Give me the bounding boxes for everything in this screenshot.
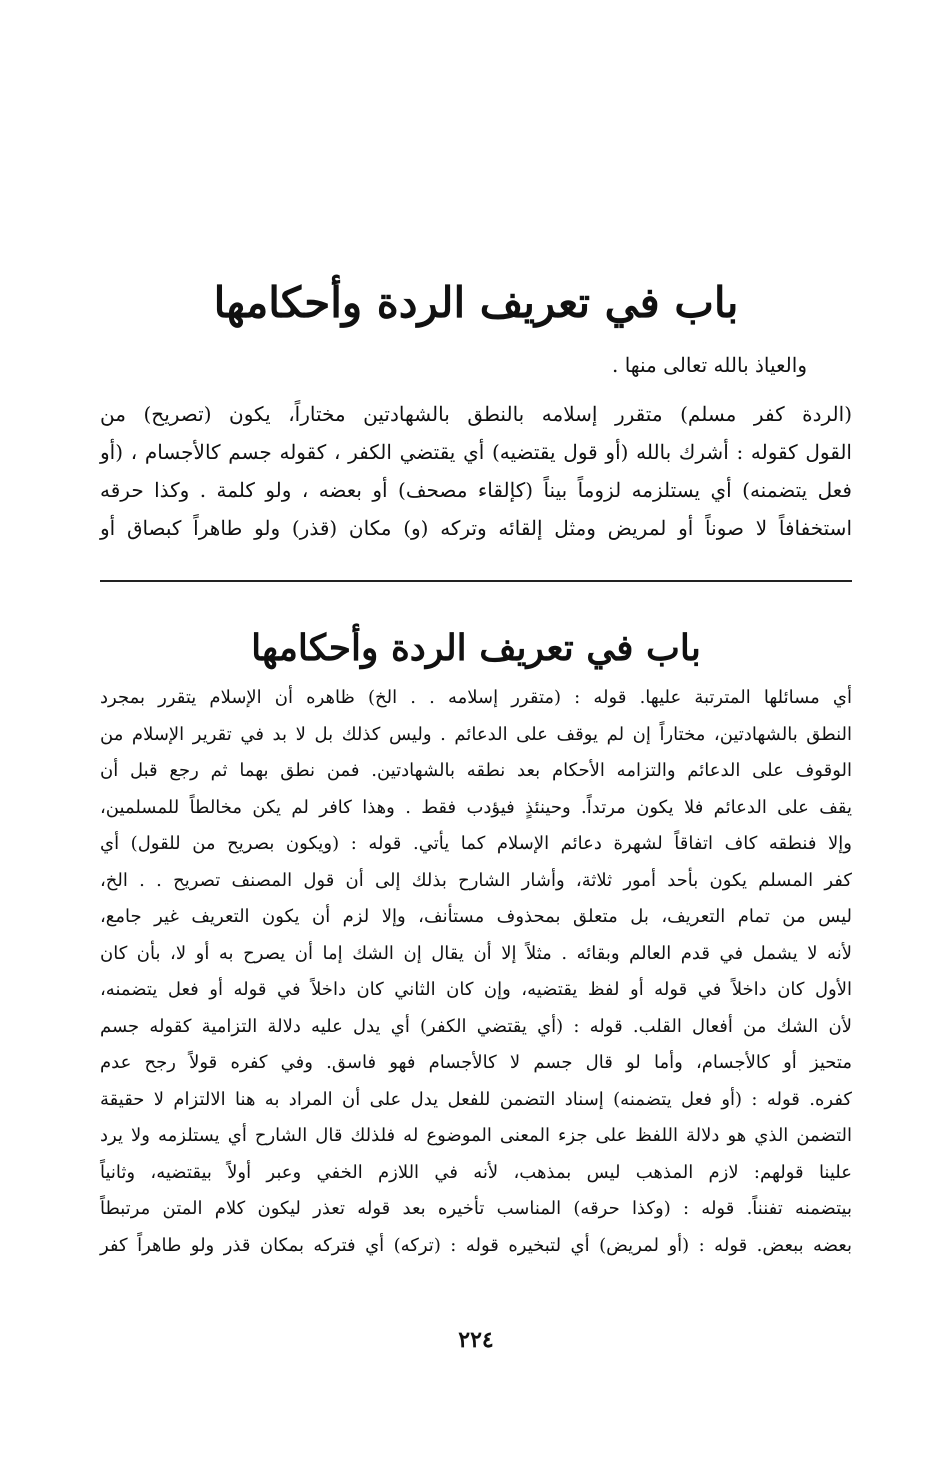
commentary-line: علينا قولهم: لازم المذهب ليس بمذهب، لأنه في اللازم الخفي وعبر أولاً بيقتضيه، وثانياً — [100, 1161, 852, 1183]
commentary-line: الأول كان داخلاً في قوله أو لفظ يقتضيه، وإن كان الثاني كان داخلاً في قوله أو فعل يتضمنه، — [100, 979, 852, 1000]
main-text-line: فعل يتضمنه) أي يستلزمه لزوماً بيناً (كإلقاء مصحف) أو بعضه ، ولو كلمة . وكذا حرقه — [100, 478, 852, 502]
commentary-line: وإلا فنطقه كاف اتفاقاً لشهرة دعائم الإسلام كما يأتي. قوله : (ويكون بصريح من للقول) أي — [100, 833, 852, 854]
commentary-line: النطق بالشهادتين، مختاراً إن لم يوقف على الدعائم . وليس كذلك بل لا بد في تقرير الإسلام من — [100, 723, 852, 745]
commentary-line: بيتضمنه تفنناً. قوله : (وكذا حرقه) المناسب تأخيره بعد قوله تعذر ليكون كلام المتن مرتبطاً — [100, 1198, 852, 1219]
main-text-block — [100, 395, 852, 547]
chapter-subtitle: والعياذ بالله تعالى منها . — [611, 353, 807, 377]
commentary-line: أي مسائلها المترتبة عليها. قوله : (متقرر إسلامه . . الخ) ظاهره أن الإسلام يتقرر بمجرد — [100, 687, 852, 708]
commentary-line: ليس من تمام التعريف، بل متعلق بمحذوف مستأنف، وإلا لزم أن يكون التعريف غير جامع، — [100, 906, 852, 927]
commentary-text-block — [100, 680, 852, 1264]
commentary-line: يقف على الدعائم فلا يكون مرتداً. وحينئذٍ فيؤدب فقط . وهذا كافر لم يكن مخالطاً للمسلمين، — [100, 796, 852, 818]
page-number: ٢٢٤ — [458, 1327, 494, 1353]
main-text-line: القول كقوله : أشرك بالله (أو قول يقتضيه) أي يقتضي الكفر ، كقوله جسم كالأجسام ، (أو — [100, 440, 852, 464]
chapter-title: باب في تعريف الردة وأحكامها — [213, 278, 739, 328]
commentary-line: كفره. قوله : (أو فعل يتضمنه) إسناد التضمن للفعل يدل على أن المراد به هنا الالتزام لا حقيقة — [100, 1088, 852, 1110]
section-divider — [100, 580, 852, 582]
main-text-line: استخفافاً لا صوناً أو لمريض ومثل إلقائه وتركه (و) مكان (قذر) ولو طاهراً كبصاق أو — [100, 516, 852, 540]
commentary-line: متحيز أو كالأجسام، وأما لو قال جسم لا كالأجسام فهو فاسق. وفي كفره قولاً رجح عدم — [100, 1052, 852, 1073]
commentary-line: التضمن الذي هو دلالة اللفظ على جزء المعنى الموضوع له فلذلك قال الشارح أي يستلزمه ولا يرد — [100, 1125, 852, 1146]
commentary-title: باب في تعريف الردة وأحكامها — [251, 626, 701, 669]
main-text-line: (الردة كفر مسلم) متقرر إسلامه بالنطق بالشهادتين مختاراً، يكون (تصريح) من — [100, 402, 852, 426]
commentary-line: لأن الشك من أفعال القلب. قوله : (أي يقتضي الكفر) أي يدل عليه دلالة التزامية كقوله جسم — [100, 1015, 852, 1037]
commentary-line: الوقوف على الدعائم والتزامه الأحكام بعد نطقه بالشهادتين. فمن نطق بهما ثم رجع قبل أن — [100, 760, 852, 781]
commentary-line: كفر المسلم يكون بأحد أمور ثلاثة، وأشار الشارح بذلك إلى أن قول المصنف تصريح . . الخ، — [100, 869, 852, 891]
commentary-line: لأنه لا يشمل في قدم العالم وبقائه . مثلاً إلا أن يقال إن الشك إما أن يصرح به أو لا، بأن كان — [100, 942, 852, 964]
commentary-line: بعضه ببعض. قوله : (أو لمريض) أي لتبخيره قوله : (تركه) أي فتركه بمكان قذر ولو طاهراً كفر — [100, 1234, 852, 1256]
